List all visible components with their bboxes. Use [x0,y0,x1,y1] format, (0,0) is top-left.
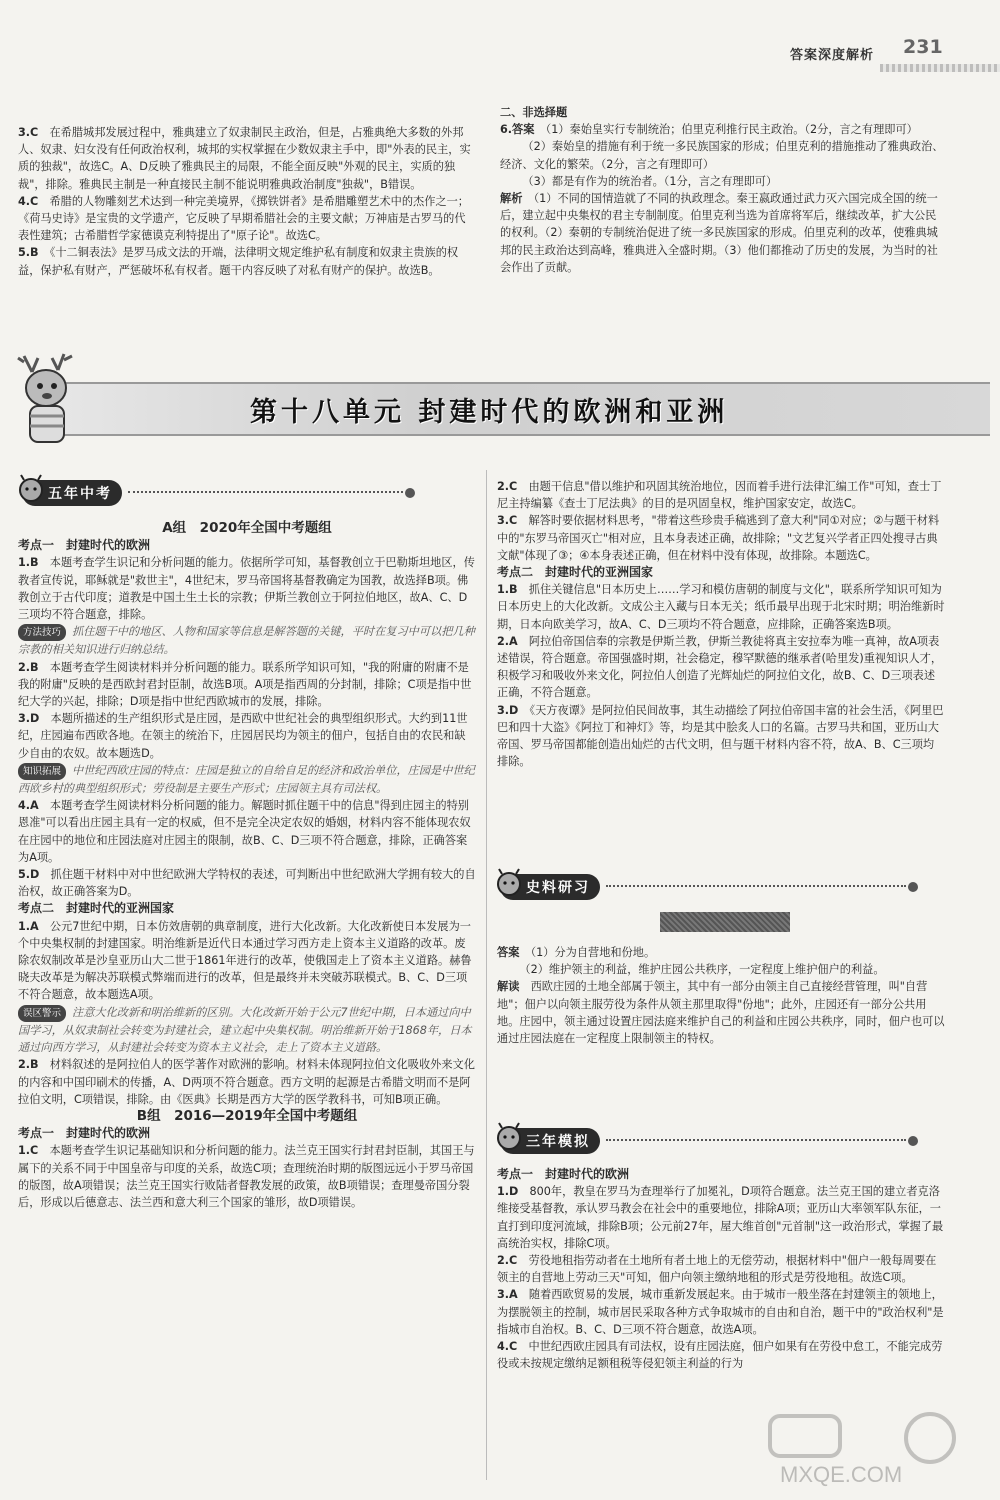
tag-end-dot [908,1136,918,1146]
kaodian-title: 考点二 封建时代的亚洲国家 [497,565,654,580]
tag-dots [606,1139,906,1143]
tip-box: 方法技巧 抓住题干中的地区、人物和国家等信息是解答题的关键，平时在复习中可以把几种宗教的相关知识进行归纳总结。 [18,625,475,657]
group-a-title: A组 2020年全国中考题组 [162,520,332,536]
deer-mascot-icon [10,352,100,452]
answer-line: 答案 （1）分为自营地和份地。 [497,946,656,959]
answer-item: 1.B 抓住关键信息"日本历史上……学习和模仿唐朝的制度与文化"，联系所学知识可知为日本历史上的大化改新。文成公主入藏与日本无关；纸币最早出现于北宋时期；明治维新时期，日本向欧美学习，故A、C、D三项均不符合题意，应排除，正确答案选B项。 [497,583,945,631]
tag-sannian [500,1126,940,1156]
svg-text:MXQE.COM: MXQE.COM [780,1462,903,1487]
answer-item: 2.A 阿拉伯帝国信奉的宗教是伊斯兰教，伊斯兰教徒将真主安拉奉为唯一真神，故A项表述错误，符合题意。帝国强盛时期，社会稳定，穆罕默德的继承者(哈里发)重视知识人才，积极学习和吸收外来文化，阿拉伯人创造了光辉灿烂的阿拉伯文化，故B、C、D三项表述正确，不符合题意。 [497,634,943,700]
kaodian-title: 考点一 封建时代的欧洲 [18,1126,151,1141]
subsection-badge [660,912,790,932]
unit-banner [10,352,992,462]
answer-item: 3.C 在希腊城邦发展过程中，雅典建立了奴隶制民主政治，但是，占雅典绝大多数的外邦人、奴隶、妇女没有任何政治权利，城邦的实权掌握在少数奴隶主手中，即"外表的民主，实质的独裁"，故选C。A、D反映了雅典民主的局限，不能全面反映"外观的民主，实质的独裁"，排除。雅典民主制是一种直接民主制不能说明雅典政治制度"独裁"，B错误。 [18,126,471,191]
answer-item: 1.A 公元7世纪中期，日本仿效唐朝的典章制度，进行大化改新。大化改新使日本发展为一个中央集权制的封建国家。明治维新是近代日本通过学习西方走上资本主义道路的改革。废除农奴制改革是沙皇亚历山大二世于1861年进行的改革，使俄国走上了资本主义道路。赫鲁晓夫改革是为解决苏联模式弊端而进行的改革，但是最终并未突破苏联模式。B、C、D三项不符合题意，故本题选A项。 [18,919,472,1002]
answer-item: 1.B 本题考查学生识记和分析问题的能力。依据所学可知，基督教创立于巴勒斯坦地区，传教者宣传说，耶稣就是"救世主"，4世纪末，罗马帝国将基督教确定为国教，故选择B项。佛教创立于古代印度；道教是中国土生土长的宗教；伊斯兰教创立于阿拉伯地区，故A、C、D三项均不符合题意，排除。 [18,556,475,622]
answer-item: 3.D 本题所描述的生产组织形式是庄园，是西欧中世纪社会的典型组织形式。大约到11世纪，庄园遍布西欧各地。在领主的统治下，庄园居民均为领主的佃户，包括自由的农民和缺少自由的农奴。故本题选D。 [18,712,468,760]
answer-item: 2.B 材料叙述的是阿拉伯人的医学著作对欧洲的影响。材料未体现阿拉伯文化吸收外来文化的内容和中国印刷术的传播，A、D两项不符合题意。西方文明的起源是古希腊文明而不是阿拉伯文明，C项错误，排除。由《医典》长期是西方大学的医学教科书，可知B项正确。 [18,1058,475,1106]
answer-item: 4.C 中世纪西欧庄园具有司法权，设有庄园法庭，佃户如果有在劳役中怠工，不能完成劳役或未按规定缴纳足额租税等侵犯领主利益的行为 [497,1340,943,1371]
top-left-column [18,124,476,279]
header-decor-bar [880,64,1000,72]
answer-item: 2.C 由题干信息"借以维护和巩固其统治地位，因而着手进行法律汇编工作"可知，查士丁尼主持编纂《查士丁尼法典》的目的是巩固皇权，维护国家安定，故选C。 [497,480,942,511]
watermark-logo [760,1410,990,1490]
left-lower-column [18,520,476,1211]
mascot-face-icon [16,474,46,504]
analysis: 解读 西欧庄园的土地全部属于领主，其中有一部分由领主自己直接经营管理，叫"自营地"；佃户以向领主服劳役为条件从领主那里取得"份地"；此外，庄园还有一部分公共用地。庄园中，领主通过设置庄园法庭来维护自己的利益和庄园公共秩序，同时，佃户也可以通过庄园法庭在一定程度上限制领主的特权。 [497,980,945,1046]
answer-line: 6.答案 （1）秦始皇实行专制统治；伯里克利推行民主政治。（2分，言之有理即可） [500,123,918,137]
answer-item: 3.D 《天方夜谭》是阿拉伯民间故事，其生动描绘了阿拉伯帝国丰富的社会生活，《阿里巴巴和四十大盗》《阿拉丁和神灯》等，均是其中脍炙人口的名篇。古罗马共和国，亚历山大帝国、罗马帝国都能创造出灿烂的古代文明，但与题干材料内容不符，故A、B、C三项均排除。 [497,703,944,769]
tag-wunian [22,478,462,508]
tag-end-dot [405,488,415,498]
sannian-column [497,1166,945,1372]
answer-item: 3.C 解答时要依据材料思考，"带着这些珍贵手稿逃到了意大利"同①对应；②与题干材料中的"东罗马帝国灭亡"相对应，且本身表述正确，故排除；"文艺复兴学者正四处搜寻古典文献"体现了③；④本身表述正确，但在材料中没有体现，故排除。本题选C。 [497,514,940,562]
right-lower-column-top [497,478,945,770]
kaodian-title: 考点一 封建时代的欧洲 [497,1167,630,1181]
kaodian-title: 考点二 封建时代的亚洲国家 [18,901,175,916]
tip-badge: 方法技巧 [18,624,66,641]
mascot-face-icon [494,1122,524,1152]
tag-dots [606,885,906,889]
answer-line: （2）秦始皇的措施有利于统一多民族国家的形成；伯里克利的措施推动了雅典政治、经济、文化的繁荣。（2分，言之有理即可） [500,140,944,171]
tag-shiliao [500,872,940,902]
answer-item: 5.D 抓住题干材料中对中世纪欧洲大学特权的表述，可判断出中世纪欧洲大学拥有较大的自治权，故正确答案为D。 [18,868,476,899]
answer-item: 2.B 本题考查学生阅读材料并分析问题的能力。联系所学知识可知，"我的附庸的附庸不是我的附庸"反映的是西欧封君封臣制，故选B项。A项是指西周的分封制，排除；C项是指中世纪大学的兴起，排除；D项是指中世纪西欧城市的发展，排除。 [18,660,472,709]
page-number: 231 [903,36,943,58]
group-b-title: B组 2016—2019年全国中考题组 [136,1107,358,1124]
answer-item: 1.C 本题考查学生识记基础知识和分析问题的能力。法兰克王国实行封君封臣制，其国王与属下的关系不同于中国皇帝与印度的关系，故选C项；查理统治时期的版图远远小于罗马帝国的版图，故A项错误；法兰克王国实行败陆者督教发展的政策，故B项错误；查理曼帝国分裂后，形成以后德意志、法兰西和意大利三个国家的雏形，故D项错误。 [18,1144,475,1209]
tip-badge: 知识拓展 [18,763,66,780]
kaodian-title: 考点一 封建时代的欧洲 [18,538,151,553]
mascot-face-icon [494,868,524,898]
page-header [0,0,1000,92]
analysis: 解析 （1）不同的国情造就了不同的执政理念。秦王嬴政通过武力灭六国完成全国的统一后，建立起中央集权的君主专制制度。伯里克利当选为首席将军后，继续改革，扩大公民的权利。（2）秦朝的专制统治促进了统一多民族国家的形成。伯里克利的改革，使雅典城邦的民主政治达到高峰，雅典进入全盛时期。（3）他们都推动了历史的发展，为当时的社会作出了贡献。 [500,192,938,274]
shiliao-answer [497,944,945,1047]
answer-item: 2.C 劳役地租指劳动者在土地所有者土地上的无偿劳动，根据材料中"佃户一般每周要在领主的自营地上劳动三天"可知，佃户向领主缴纳地租的形式是劳役地租。故选C项。 [497,1254,937,1285]
tip-badge: 误区警示 [18,1005,66,1022]
answer-item: 3.A 随着西欧贸易的发展，城市重新发展起来。由于城市一般坐落在封建领主的领地上，为摆脱领主的控制，城市居民采取各种方式争取城市的自由和自治，题干中的"政治权利"是指城市自治权。B、C、D三项不符合题意，故选A项。 [497,1288,944,1336]
unit-title: 第十八单元 封建时代的欧洲和亚洲 [250,397,729,428]
tag-label: 史料研习 [500,874,600,900]
answer-item: 4.A 本题考查学生阅读材料分析问题的能力。解题时抓住题干中的信息"得到庄园主的特别恩准"可以看出庄园主具有一定的权威，但不是完全决定农奴的婚姻，材料内容不能体现农奴在庄园中的地位和庄园法庭对庄园主的限制，故B、C、D三项不符合题意，排除，正确答案为A项。 [18,799,471,864]
answer-line: （2）维护领主的利益，维护庄园公共秩序，一定程度上维护佃户的利益。 [519,963,885,977]
tip-box: 误区警示 注意大化改新和明治维新的区别。大化改新开始于公元7世纪中期，日本通过向中国学习，从奴隶制社会转变为封建社会，建立起中央集权制。明治维新开始于1868年，日本通过向西方学习，从封建社会转变为资本主义社会，走上了资本主义道路。 [18,1005,472,1055]
answer-line: （3）都是有作为的统治者。（1分，言之有理即可） [522,174,778,188]
answer-item: 5.B 《十二铜表法》是罗马成文法的开端，法律明文规定维护私有制度和奴隶主贵族的权益，保护私有财产，严惩破坏私有权者。题干内容反映了对私有财产的保护。故选B。 [18,246,459,277]
tag-label: 五年中考 [22,480,122,506]
answer-item: 4.C 希腊的人物雕刻艺术达到一种完美境界，《掷铁饼者》是希腊雕塑艺术中的杰作之一；《荷马史诗》是宝贵的文学遗产，它反映了早期希腊社会的主要文献；万神庙是古罗马的代表性建筑；古希腊哲学家德谟克利特提出了"原子论"。故选C。 [18,194,469,243]
tag-end-dot [908,882,918,892]
tag-label: 三年模拟 [500,1128,600,1154]
tip-box: 知识拓展 中世纪西欧庄园的特点：庄园是独立的自给自足的经济和政治单位，庄园是中世纪西欧乡村的典型组织形式；劳役制是主要生产形式；庄园领主具有司法权。 [18,763,475,796]
top-right-column [500,104,945,276]
section-title: 二、非选择题 [500,106,568,119]
tag-dots [128,491,403,495]
header-title: 答案深度解析 [790,48,875,63]
answer-item: 1.D 800年，教皇在罗马为查理举行了加冕礼，D项符合题意。法兰克王国的建立者克洛维接受基督教，承认罗马教会在社会中的重要地位，排除A项；亚历山大率领军队东征，一直打到印度河流域，排除B项；公元前27年，屋大维首创"元首制"这一政治形式，掌握了最高统治实权，排除C项。 [497,1185,944,1250]
column-divider [486,470,487,1480]
